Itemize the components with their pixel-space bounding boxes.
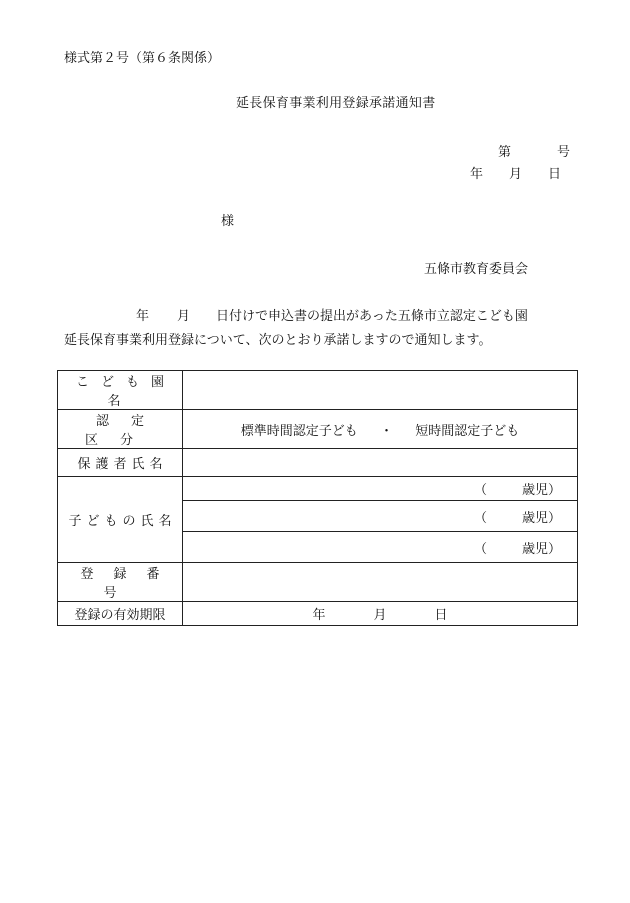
child-2-age: （ 歳児） <box>183 501 578 532</box>
category-label: 認定区分 <box>58 410 183 449</box>
validity-value <box>183 602 578 626</box>
guardian-value <box>183 449 578 477</box>
validity-month: 月 <box>373 608 387 623</box>
table-row-child-1 <box>58 477 578 501</box>
registration-number-label: 登録番号 <box>58 563 183 602</box>
registration-number-value <box>183 563 578 602</box>
kindergarten-value <box>183 371 578 410</box>
table-row-kindergarten <box>58 371 578 410</box>
category-separator: ・ <box>379 423 393 439</box>
notice-body-line1: 年 月 日付けで申込書の提出があった五條市立認定こども園 <box>136 309 528 324</box>
validity-day: 日 <box>434 608 448 623</box>
date-year: 年 <box>470 167 484 182</box>
child-1-age: （ 歳児） <box>183 477 578 501</box>
category-value <box>183 410 578 449</box>
notice-body <box>64 305 584 353</box>
category-short: 短時間認定子ども <box>415 423 520 439</box>
registration-table <box>57 370 578 626</box>
form-number: 様式第２号（第６条関係） <box>64 51 221 66</box>
date-month: 月 <box>509 167 523 182</box>
child-3-age: （ 歳児） <box>183 532 578 563</box>
child-name-label: 子どもの氏名 <box>58 477 183 563</box>
table-row-registration <box>58 563 578 602</box>
ref-suffix: 号 <box>557 145 571 160</box>
table-row-validity <box>58 602 578 626</box>
ref-prefix: 第 <box>498 145 512 160</box>
table-row-guardian <box>58 449 578 477</box>
kindergarten-label: こども園名 <box>58 371 183 410</box>
validity-year: 年 <box>312 608 326 623</box>
validity-label: 登録の有効期限 <box>58 602 183 626</box>
guardian-label: 保護者氏名 <box>58 449 183 477</box>
date-day: 日 <box>548 167 562 182</box>
notice-body-line2: 延長保育事業利用登録について、次のとおり承諾しますので通知します。 <box>64 333 492 348</box>
issuer-name: 五條市教育委員会 <box>424 262 529 277</box>
reference-number-line <box>498 145 570 161</box>
addressee-honorific: 様 <box>221 214 235 229</box>
table-row-category <box>58 410 578 449</box>
issue-date-line <box>470 167 561 183</box>
document-title: 延長保育事業利用登録承諾通知書 <box>236 96 436 111</box>
category-standard: 標準時間認定子ども <box>240 423 358 439</box>
